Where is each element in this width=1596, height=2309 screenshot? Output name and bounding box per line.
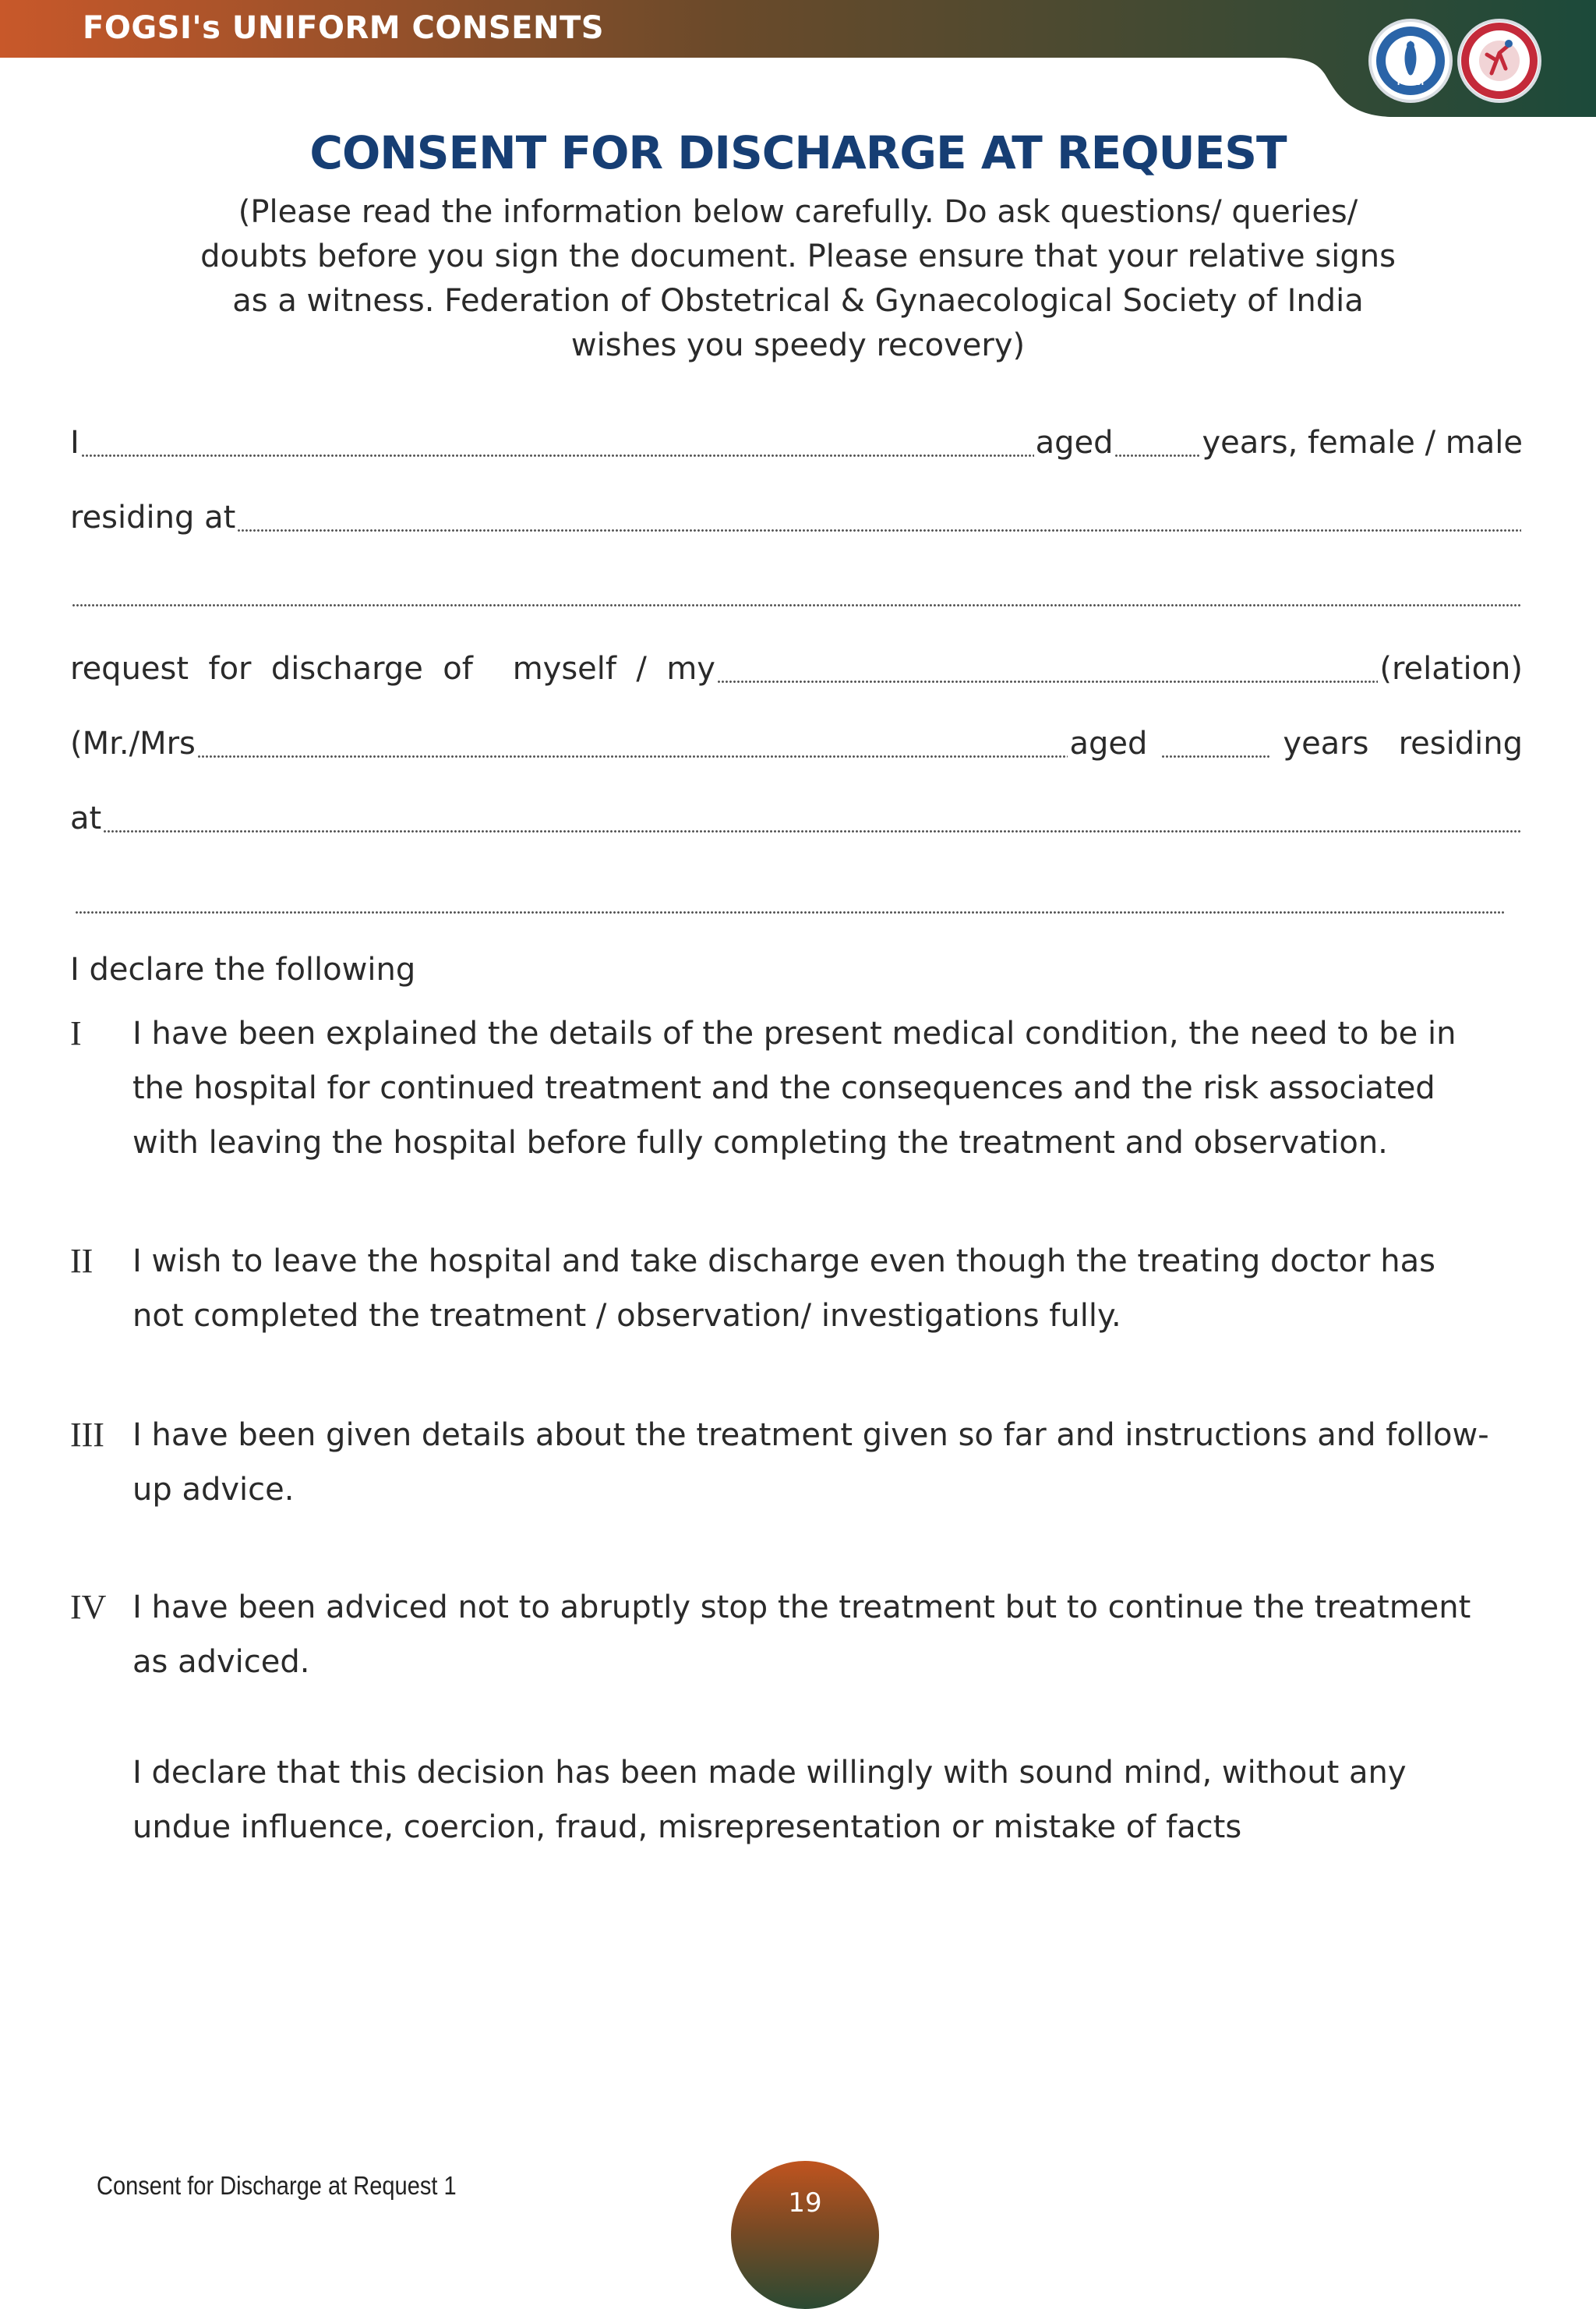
address-field[interactable]	[237, 494, 1521, 541]
relation-field[interactable]	[717, 645, 1378, 692]
declaration-numeral: II	[70, 1242, 94, 1280]
fogsi-logo-text: FOGSI	[1396, 79, 1425, 87]
safety-first-logo	[1460, 22, 1538, 100]
relative-name-field[interactable]	[197, 720, 1068, 767]
relative-address-field[interactable]	[103, 795, 1521, 842]
closing-text	[132, 1745, 1596, 1855]
declaration-line: I have been explained the details of the present medical condition, the need to be in	[132, 1016, 1457, 1052]
intro-line: (Please read the information below carefully. Do ask questions/ queries/	[238, 194, 1358, 230]
form-line-name	[70, 419, 1523, 466]
declaration-line: the hospital for continued treatment and the consequences and the risk associated	[132, 1070, 1435, 1106]
age-field[interactable]	[1114, 419, 1200, 466]
form-line-relative-address	[70, 795, 1523, 842]
form-label-request: request for discharge of myself / my	[70, 651, 715, 687]
declaration-line: with leaving the hospital before fully completing the treatment and observation.	[132, 1125, 1388, 1161]
declaration-text	[132, 1408, 1596, 1517]
declaration-line: not completed the treatment / observation/ investigations fully.	[132, 1298, 1121, 1334]
address-field-cont[interactable]	[72, 569, 1521, 616]
declaration-intro: I declare the following	[70, 952, 416, 988]
declaration-line: as adviced.	[132, 1644, 310, 1680]
form-line-address-cont	[70, 569, 1523, 616]
document-title: CONSENT FOR DISCHARGE AT REQUEST	[309, 126, 1287, 179]
form-line-address	[70, 494, 1523, 541]
form-label-i: I	[70, 425, 79, 461]
form-label-aged: aged	[1035, 425, 1114, 461]
form-label-relation: (relation)	[1379, 651, 1523, 687]
closing-line: undue influence, coercion, fraud, misrepresentation or mistake of facts	[132, 1809, 1242, 1845]
form-line-relative-name	[70, 720, 1523, 767]
form-label-gender: years, female / male	[1202, 425, 1523, 461]
declaration-numeral: III	[70, 1416, 104, 1454]
declaration-line: up advice.	[132, 1472, 295, 1508]
banner-title: FOGSI's UNIFORM CONSENTS	[83, 10, 605, 46]
relative-age-field[interactable]	[1161, 720, 1270, 767]
form-line-relation	[70, 645, 1523, 692]
intro-line: doubts before you sign the document. Please ensure that your relative signs	[200, 239, 1396, 274]
page-number-badge	[731, 2161, 879, 2309]
declaration-text	[132, 1234, 1596, 1343]
declaration-numeral: I	[70, 1014, 82, 1052]
form-label-aged-2: aged	[1069, 726, 1148, 762]
closing-line: I declare that this decision has been made willingly with sound mind, without any	[132, 1755, 1407, 1791]
fogsi-logo	[1372, 22, 1449, 100]
form-label-residing-at: residing at	[70, 500, 236, 536]
declaration-line: I have been given details about the treatment given so far and instructions and follow-	[132, 1417, 1489, 1453]
name-field[interactable]	[81, 419, 1034, 466]
intro-paragraph	[140, 190, 1456, 368]
declaration-line: I wish to leave the hospital and take discharge even though the treating doctor has	[132, 1243, 1435, 1279]
form-label-years-residing: years residing	[1283, 726, 1523, 762]
intro-line: wishes you speedy recovery)	[570, 327, 1026, 363]
declaration-text	[132, 1580, 1596, 1689]
intro-line: as a witness. Federation of Obstetrical & Gynaecological Society of India	[232, 283, 1364, 319]
footer-label: Consent for Discharge at Request 1	[97, 2171, 457, 2200]
page-number: 19	[788, 2187, 822, 2219]
header-banner	[0, 0, 1596, 117]
form-line-relative-address-cont	[73, 876, 1506, 923]
form-label-at: at	[70, 801, 102, 836]
declaration-line: I have been adviced not to abruptly stop the treatment but to continue the treatment	[132, 1589, 1471, 1625]
relative-address-field-cont[interactable]	[75, 876, 1504, 923]
declaration-text	[132, 1006, 1596, 1170]
form-label-mr-mrs: (Mr./Mrs	[70, 726, 196, 762]
declaration-numeral: IV	[70, 1588, 107, 1626]
